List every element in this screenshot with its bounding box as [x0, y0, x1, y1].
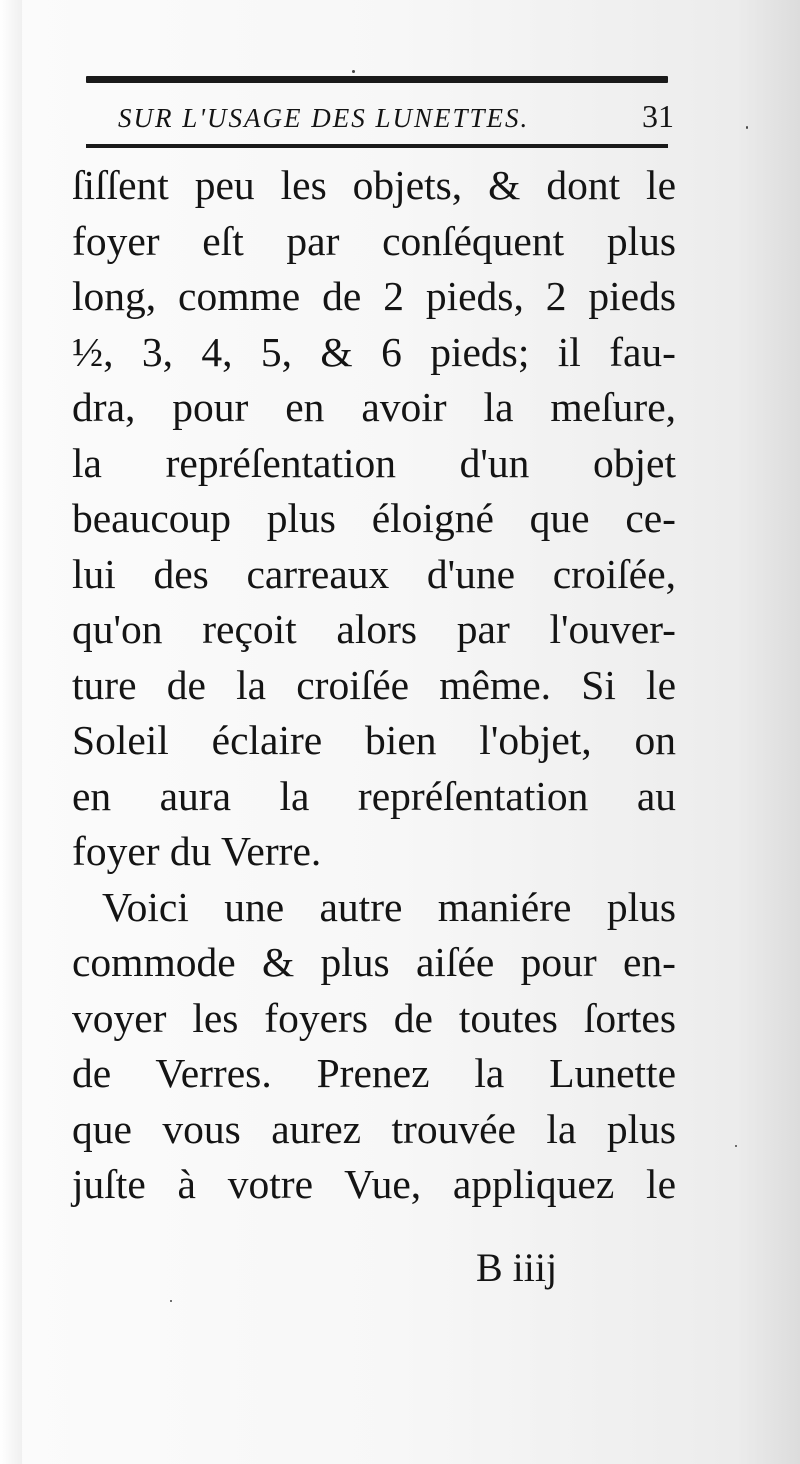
paragraph-start-line: Voici une autre maniére plus: [102, 883, 676, 930]
text-line: ture de la croiſée même. Si le: [72, 661, 676, 708]
text-line: de Verres. Prenez la Lunette: [72, 1050, 676, 1096]
text-line: que vous aurez trouvée la plus: [72, 1105, 676, 1152]
page-edge: [0, 0, 22, 1464]
text-line: ſiſſent peu les objets, & dont le: [72, 162, 676, 208]
body-text: [72, 158, 676, 1213]
text-line: ½, 3, 4, 5, & 6 pieds; il fau-: [72, 328, 676, 375]
header-rule-top: [86, 76, 668, 83]
text-line: qu'on reçoit alors par l'ouver-: [72, 606, 676, 652]
text-line: commode & plus aiſée pour en-: [72, 939, 676, 985]
text-line: juſte à votre Vue, appliquez le: [72, 1161, 676, 1207]
ink-speck: [735, 1145, 737, 1147]
text-line: foyer eſt par conſéquent plus: [72, 217, 676, 264]
ink-speck: [170, 1300, 172, 1302]
text-line: dra, pour en avoir la meſure,: [72, 384, 676, 430]
text-line: Soleil éclaire bien l'objet, on: [72, 717, 676, 763]
text-line: la repréſentation d'un objet: [72, 439, 676, 486]
text-line: voyer les foyers de toutes ſortes: [72, 994, 676, 1041]
ink-speck: [352, 70, 355, 73]
signature-mark: B iiij: [476, 1245, 558, 1290]
text-line: beaucoup plus éloigné que ce-: [72, 495, 676, 541]
text-line: foyer du Verre.: [72, 828, 322, 874]
text-line: en aura la repréſentation au: [72, 772, 676, 819]
page-number: 31: [642, 98, 674, 134]
running-title: SUR L'USAGE DES LUNETTES.: [118, 103, 530, 133]
header-rule-bottom: [86, 144, 668, 148]
text-line: long, comme de 2 pieds, 2 pieds: [72, 273, 676, 319]
text-line: lui des carreaux d'une croiſée,: [72, 550, 676, 597]
ink-speck: [746, 126, 748, 129]
